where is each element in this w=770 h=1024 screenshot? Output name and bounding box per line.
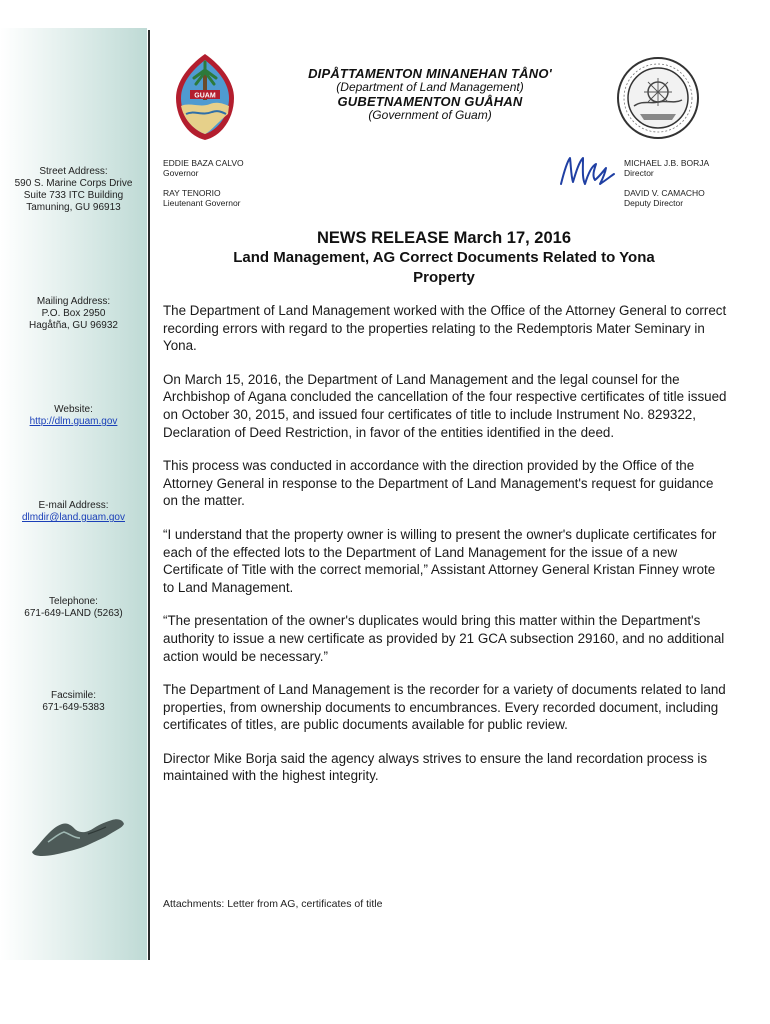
department-seal-icon bbox=[616, 56, 700, 140]
release-body bbox=[163, 302, 729, 801]
title-line1: NEWS RELEASE March 17, 2016 bbox=[316, 229, 571, 247]
paragraph-7: Director Mike Borja said the agency always strives to ensure the land recordation process is maintained with the highest integrity. bbox=[163, 750, 708, 784]
lt-governor-name: RAY TENORIO bbox=[163, 188, 221, 198]
director-signature bbox=[558, 150, 616, 192]
mailing-address-block bbox=[0, 296, 147, 332]
title-line3: Property bbox=[413, 269, 475, 286]
paragraph-3: This process was conducted in accordance with the direction provided by the Office of the Attorney General in response to the Department of Land Management's request for guidance on the matter. bbox=[163, 458, 714, 509]
deputy-director-block bbox=[624, 188, 705, 208]
director-title: Director bbox=[624, 168, 654, 178]
street-address-line3: Tamuning, GU 96913 bbox=[26, 202, 121, 213]
email-label: E-mail Address: bbox=[38, 500, 109, 511]
website-link[interactable]: http://dlm.guam.gov bbox=[29, 416, 118, 427]
guam-seal-icon bbox=[172, 52, 238, 142]
mailing-address-line1: P.O. Box 2950 bbox=[41, 308, 106, 319]
gov-name-chamorro: GUBETNAMENTON GUÅHAN bbox=[337, 94, 523, 109]
news-release-title bbox=[160, 228, 728, 288]
email-block bbox=[0, 500, 147, 524]
deputy-director-name: DAVID V. CAMACHO bbox=[624, 188, 705, 198]
facsimile-label: Facsimile: bbox=[50, 690, 96, 701]
director-block bbox=[624, 158, 709, 178]
facsimile-block bbox=[0, 690, 147, 714]
street-address-block bbox=[0, 166, 147, 214]
paragraph-2: On March 15, 2016, the Department of Land Management and the legal counsel for the Archbishop of Agana concluded the cancellation of the four respective certificates of title issued on October 30, 2015, and issued four certificates of title to include Instrument No. 829322, Declaration of Deed Restriction, in favor of the entities identified in the deed. bbox=[163, 371, 727, 440]
mailing-address-line2: Hagåtña, GU 96932 bbox=[29, 320, 118, 331]
email-link[interactable]: dlmdir@land.guam.gov bbox=[22, 512, 125, 523]
governor-title: Governor bbox=[163, 168, 199, 178]
telephone-label: Telephone: bbox=[49, 596, 98, 607]
dept-name-chamorro: DIPÅTTAMENTON MINANEHAN TÅNO' bbox=[308, 66, 552, 81]
guam-island-icon bbox=[28, 812, 128, 862]
lt-governor-block bbox=[163, 188, 241, 208]
telephone-number: 671-649-LAND (5263) bbox=[24, 608, 123, 619]
deputy-director-title: Deputy Director bbox=[624, 198, 684, 208]
sidebar-divider bbox=[148, 30, 150, 960]
department-header bbox=[250, 66, 610, 122]
paragraph-6: The Department of Land Management is the recorder for a variety of documents related to land properties, from ownership documents to encumbrances. Every recorded document, including certificates of titles, are public documents available for public review. bbox=[163, 682, 726, 733]
title-line2: Land Management, AG Correct Documents Related to Yona bbox=[233, 249, 655, 266]
paragraph-1: The Department of Land Management worked with the Office of the Attorney General to correct recording errors with regard to the properties relating to the Redemptoris Mater Seminary in Yona. bbox=[163, 303, 727, 354]
director-name: MICHAEL J.B. BORJA bbox=[624, 158, 710, 168]
dept-name-english: (Department of Land Management) bbox=[336, 80, 524, 94]
seal-guam-text: GUAM bbox=[194, 92, 216, 100]
mailing-address-label: Mailing Address: bbox=[36, 296, 111, 307]
attachments-note: Attachments: Letter from AG, certificates of title bbox=[163, 898, 383, 910]
governor-block bbox=[163, 158, 244, 178]
facsimile-number: 671-649-5383 bbox=[42, 702, 105, 713]
paragraph-4: “I understand that the property owner is willing to present the owner's duplicate certificates for each of the effected lots to the Department of Land Management for the issue of a new Certificate of Title with the correct memorial,” Assistant Attorney General Kristan Finney wrote to Land Management. bbox=[163, 526, 717, 595]
lt-governor-title: Lieutenant Governor bbox=[163, 198, 241, 208]
gov-name-english: (Government of Guam) bbox=[368, 108, 492, 122]
street-address-line1: 590 S. Marine Corps Drive bbox=[14, 178, 133, 189]
paragraph-5: “The presentation of the owner's duplicates would bring this matter within the Department's authority to issue a new certificate as provided by 21 GCA subsection 29160, and no additional action would be necessary.” bbox=[163, 613, 725, 664]
website-block bbox=[0, 404, 147, 428]
telephone-block bbox=[0, 596, 147, 620]
signature-initials: MB bbox=[558, 150, 560, 151]
street-address-label: Street Address: bbox=[39, 166, 108, 177]
street-address-line2: Suite 733 ITC Building bbox=[23, 190, 124, 201]
website-label: Website: bbox=[54, 404, 93, 415]
governor-name: EDDIE BAZA CALVO bbox=[163, 158, 244, 168]
